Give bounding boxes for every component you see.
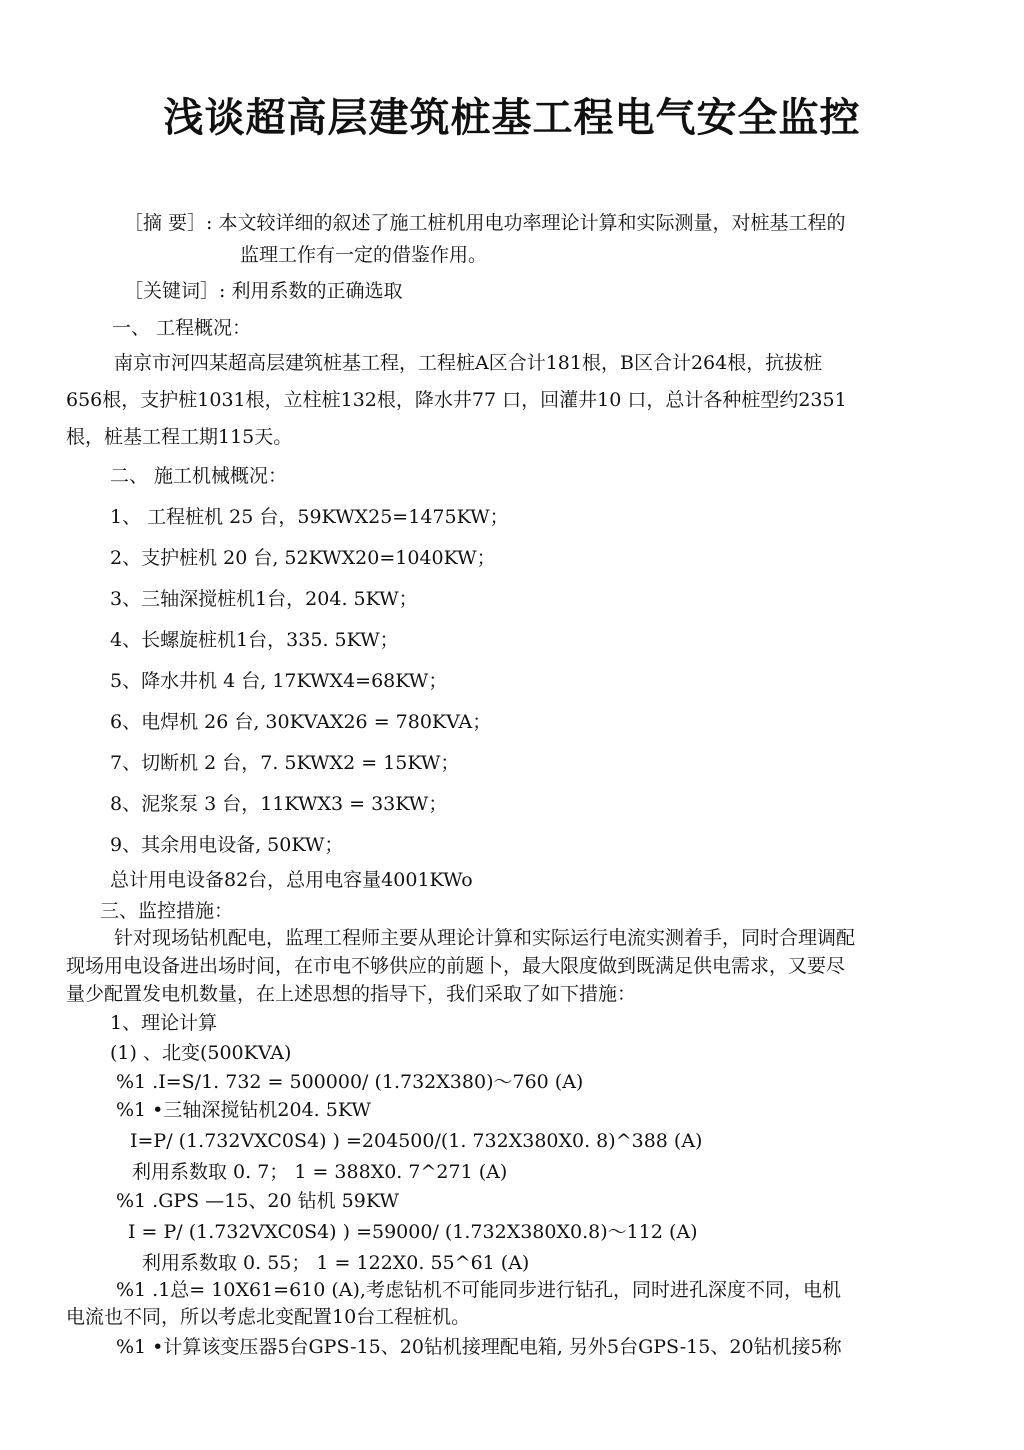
calc-line-3: %1 •三轴深搅钻机204. 5KW	[116, 1099, 371, 1121]
machine-item-9: 9、其余用电设备, 50KW；	[110, 834, 344, 856]
machine-item-1: 1、 工程桩机 25 台，59KWX25=1475KW；	[110, 506, 509, 528]
calc-line-6: %1 .GPS —15、20 钻机 59KW	[116, 1190, 399, 1212]
machine-item-5: 5、降水井机 4 台, 17KWX4=68KW；	[110, 670, 448, 692]
calc-line-4: I=P/ (1.732VXC0S4) ) =204500/(1. 732X380X0. 8)^388 (A)	[130, 1130, 703, 1152]
section-1-paragraph-line-2: 656根，支护桩1031根，立柱桩132根，降水井77 口，回灌井10 口，总计各种桩型约2351	[66, 389, 847, 411]
section-1-paragraph-line-3: 根，桩基工程工期115天。	[66, 426, 293, 448]
calc-line-10: 电流也不同，所以考虑北变配置10台工程桩机。	[66, 1306, 471, 1328]
calc-line-11: %1 •计算该变压器5台GPS-15、20钻机接理配电箱, 另外5台GPS-15、20钻机接5称	[116, 1336, 842, 1358]
section-3-paragraph-line-3: 量少配置发电机数量，在上述思想的指导下，我们采取了如下措施：	[66, 983, 637, 1005]
calc-line-1: (1) 、北变(500KVA)	[110, 1042, 292, 1064]
machine-item-4: 4、长螺旋桩机1台，335. 5KW；	[110, 629, 399, 651]
calc-line-5: 利用系数取 0. 7； 1 = 388X0. 7^271 (A)	[132, 1161, 508, 1183]
calc-line-2: %1 .I=S/1. 732 = 500000/ (1.732X380)〜760 (A)	[116, 1071, 584, 1093]
section-3-paragraph-line-2: 现场用电设备进出场时间，在市电不够供应的前题卜，最大限度做到既满足供电需求，又要尽	[66, 955, 846, 977]
keywords-line: ［关键词］: 利用系数的正确选取	[124, 280, 403, 302]
machine-item-2: 2、支护桩机 20 台, 52KWX20=1040KW；	[110, 547, 496, 569]
machine-item-6: 6、电焊机 26 台, 30KVAX26 = 780KVA；	[110, 711, 492, 733]
machine-item-8: 8、泥浆泵 3 台，11KWX3 = 33KW；	[110, 793, 448, 815]
section-3-heading: 三、监控措施：	[100, 900, 234, 922]
machine-item-7: 7、切断机 2 台，7. 5KWX2 = 15KW；	[110, 752, 460, 774]
calc-line-9: %1 .1总= 10X61=610 (A),考虑钻机不可能同步进行钻孔，同时进孔深度不同，电机	[116, 1279, 841, 1301]
section-2-heading: 二、 施工机械概况：	[110, 465, 288, 487]
calc-line-7: I = P/ (1.732VXC0S4) ) =59000/ (1.732X380X0.8)〜112 (A)	[128, 1221, 698, 1243]
section-3-paragraph-line-1: 针对现场钻机配电，监理工程师主要从理论计算和实际运行电流实测着手，同时合理调配	[114, 927, 856, 949]
abstract-line-2: 监理工作有一定的借鉴作用。	[240, 244, 488, 266]
abstract-line-1: ［摘 要］: 本文较详细的叙述了施工桩机用电功率理论计算和实际测量，对桩基工程的	[124, 212, 846, 234]
calc-line-8: 利用系数取 0. 55； 1 = 122X0. 55^61 (A)	[142, 1252, 530, 1274]
section-1-paragraph-line-1: 南京市河四某超高层建筑桩基工程，工程桩A区合计181根，B区合计264根，抗拔桩	[114, 352, 823, 374]
machine-item-3: 3、三轴深搅桩机1台，204. 5KW；	[110, 588, 418, 610]
section-1-heading: 一、 工程概况：	[112, 317, 252, 339]
total-line: 总计用电设备82台，总用电容量4001KWo	[110, 869, 473, 891]
document-title: 浅谈超高层建筑桩基工程电气安全监控	[163, 95, 861, 141]
calc-heading: 1、理论计算	[110, 1012, 218, 1034]
